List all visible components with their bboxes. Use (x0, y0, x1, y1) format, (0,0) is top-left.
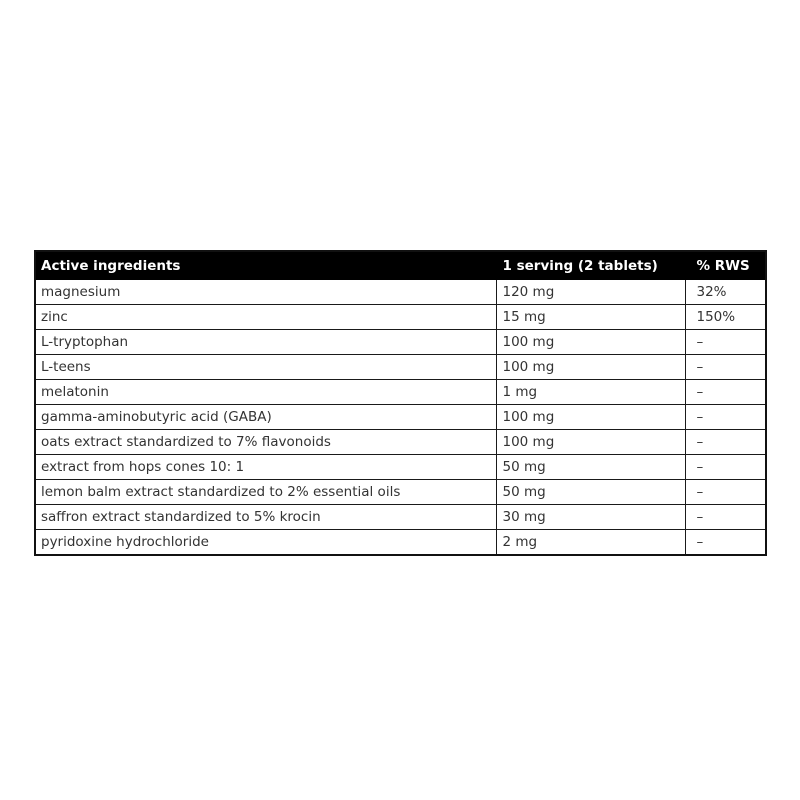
serving-amount: 100 mg (496, 355, 685, 380)
rws-percent: – (685, 405, 765, 430)
rws-percent: – (685, 480, 765, 505)
serving-amount: 100 mg (496, 430, 685, 455)
ingredient-name: melatonin (36, 380, 496, 405)
table-row (36, 355, 765, 380)
rws-percent: – (685, 355, 765, 380)
rws-percent: – (685, 455, 765, 480)
rws-percent: 32% (696, 284, 727, 300)
header-rws: % RWS (696, 258, 750, 274)
ingredient-name: saffron extract standardized to 5% krocin (36, 505, 496, 530)
rws-percent: – (685, 330, 765, 355)
table-row (36, 505, 765, 530)
serving-amount: 30 mg (496, 505, 685, 530)
table-row (36, 405, 765, 430)
serving-amount: 50 mg (496, 455, 685, 480)
table-row (36, 305, 765, 330)
serving-amount: 2 mg (496, 530, 685, 555)
rws-percent: 150% (685, 305, 765, 330)
table-row (36, 330, 765, 355)
serving-amount: 15 mg (496, 305, 685, 330)
table-header (36, 252, 765, 280)
ingredients-table-container (34, 250, 767, 556)
ingredients-table (36, 252, 765, 554)
table-row (36, 430, 765, 455)
rws-percent: – (685, 505, 765, 530)
serving-amount: 120 mg (496, 280, 685, 305)
rws-percent: – (685, 530, 765, 555)
ingredient-name: zinc (36, 305, 496, 330)
ingredient-name: gamma-aminobutyric acid (GABA) (36, 405, 496, 430)
ingredient-name: oats extract standardized to 7% flavonoids (36, 430, 496, 455)
rws-percent: – (685, 380, 765, 405)
ingredient-name: lemon balm extract standardized to 2% essential oils (36, 480, 496, 505)
table-body (36, 280, 765, 554)
table-row (36, 455, 765, 480)
serving-amount: 100 mg (496, 405, 685, 430)
table-header-row (36, 252, 765, 280)
rws-percent: – (685, 430, 765, 455)
header-active-ingredients: Active ingredients (36, 252, 496, 280)
header-serving: 1 serving (2 tablets) (496, 252, 685, 280)
table-row (36, 530, 765, 555)
table-row (36, 380, 765, 405)
serving-amount: 50 mg (496, 480, 685, 505)
ingredient-name: magnesium (36, 280, 496, 305)
table-row (36, 480, 765, 505)
ingredient-name: pyridoxine hydrochloride (36, 530, 496, 555)
serving-amount: 100 mg (496, 330, 685, 355)
table-row (36, 280, 765, 305)
ingredient-name: L-teens (36, 355, 496, 380)
ingredient-name: extract from hops cones 10: 1 (36, 455, 496, 480)
serving-amount: 1 mg (496, 380, 685, 405)
ingredient-name: L-tryptophan (36, 330, 496, 355)
